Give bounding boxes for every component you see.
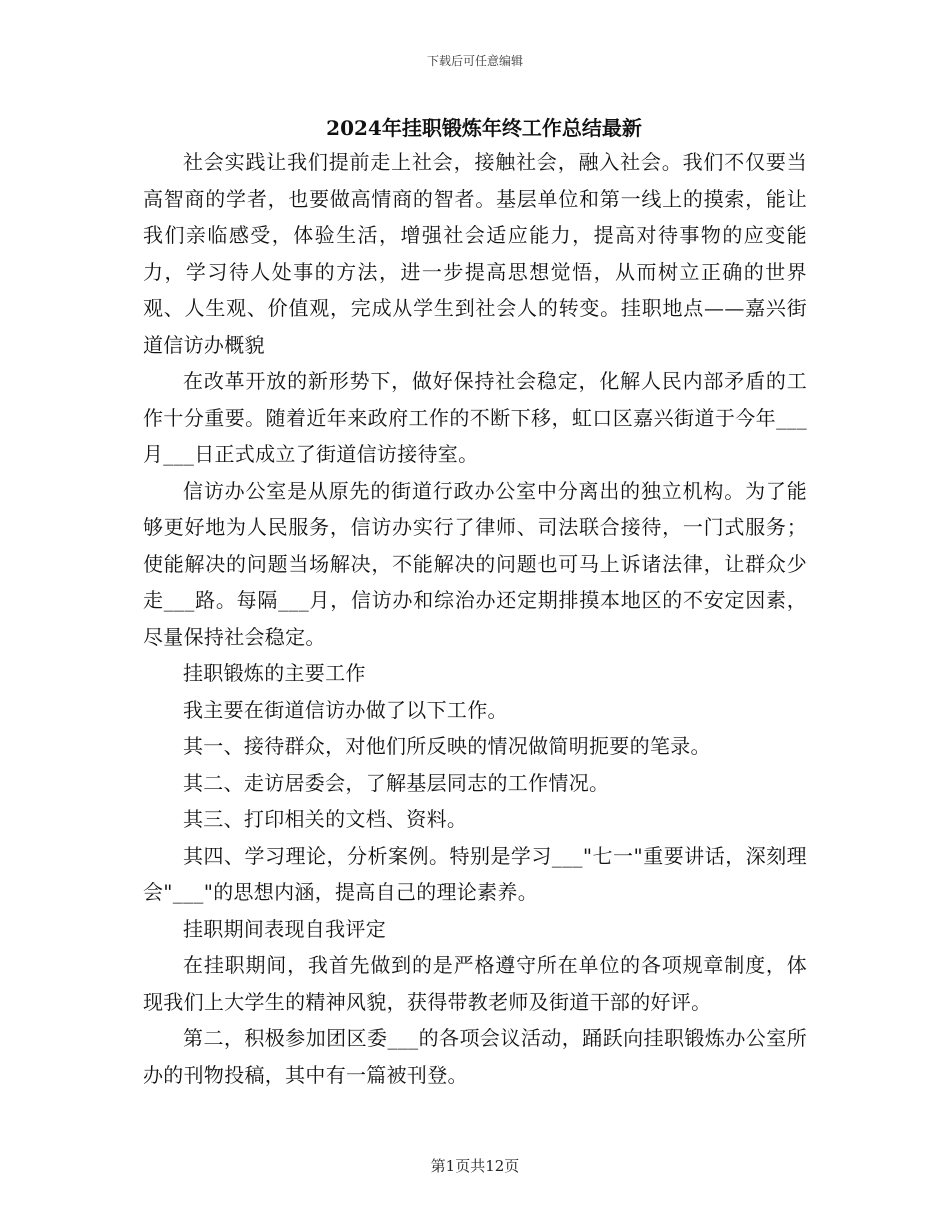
- section-heading-self-evaluation: 挂职期间表现自我评定: [183, 916, 386, 941]
- paragraph-evaluation-1: 在挂职期间，我首先做到的是严格遵守所在单位的各项规章制度，体现我们上大学生的精神风貌，获得带教老师及街道干部的好评。: [143, 953, 807, 1014]
- list-item-work-2: 其二、走访居委会，了解基层同志的工作情况。: [183, 770, 610, 795]
- paragraph-background: 在改革开放的新形势下，做好保持社会稳定，化解人民内部矛盾的工作十分重要。随着近年来政府工作的不断下移，虹口区嘉兴街道于今年___月___日正式成立了街道信访接待室。: [143, 369, 807, 466]
- list-item-work-4: 其四、学习理论，分析案例。特别是学习___"七一"重要讲话，深刻理会"___"的思想内涵，提高自己的理论素养。: [143, 843, 807, 904]
- list-item-work-1: 其一、接待群众，对他们所反映的情况做简明扼要的笔录。: [183, 734, 711, 758]
- paragraph-work-intro: 我主要在街道信访办做了以下工作。: [183, 697, 508, 722]
- paragraph-office-description: 信访办公室是从原先的街道行政办公室中分离出的独立机构。为了能够更好地为人民服务，信访办实行了律师、司法联合接待，一门式服务；使能解决的问题当场解决，不能解决的问题也可马上诉诸法律，让群众少走___路。每隔___月，信访办和综治办还定期排摸本地区的不安定因素，尽量保持社会稳定。: [143, 478, 807, 649]
- page-number-indicator: 第1页共12页: [430, 1157, 520, 1175]
- page-header-note: 下载后可任意编辑: [426, 54, 523, 68]
- section-heading-main-work: 挂职锻炼的主要工作: [183, 661, 366, 685]
- document-body: [143, 112, 807, 1093]
- list-item-work-3: 其三、打印相关的文档、资料。: [183, 807, 468, 831]
- paragraph-intro: 社会实践让我们提前走上社会，接触社会，融入社会。我们不仅要当高智商的学者，也要做高情商的智者。基层单位和第一线上的摸索，能让我们亲临感受，体验生活，增强社会适应能力，提高对待事物的应变能力，学习待人处事的方法，进一步提高思想觉悟，从而树立正确的世界观、人生观、价值观，完成从学生到社会人的转变。挂职地点——嘉兴街道信访办概貌: [143, 150, 807, 357]
- document-title: 2024年挂职锻炼年终工作总结最新: [326, 116, 642, 140]
- paragraph-evaluation-2: 第二，积极参加团区委___的各项会议活动，踊跃向挂职锻炼办公室所办的刊物投稿，其中有一篇被刊登。: [143, 1026, 807, 1087]
